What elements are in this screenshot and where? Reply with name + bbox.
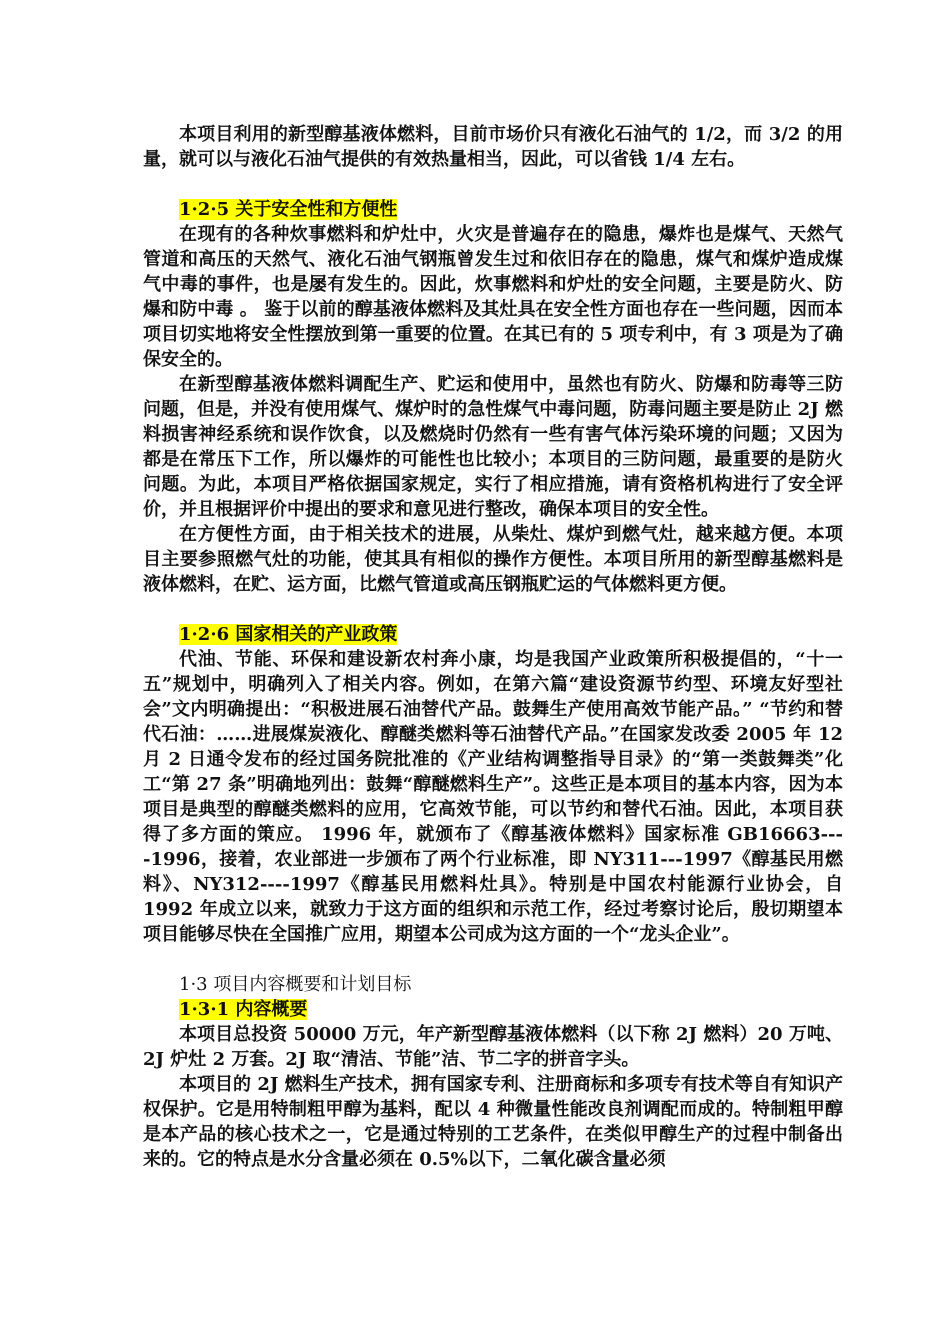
- paragraph-three-protections: 在新型醇基液体燃料调配生产、贮运和使用中，虽然也有防火、防爆和防毒等三防问题，但是，并没有使用煤气、煤炉时的急性煤气中毒问题，防毒问题主要是防止 2J 燃料损害神经系统和误作饮食，以及燃烧时仍然有一些有害气体污染环境的问题；又因为都是在常压下工作，所以爆炸的可能性也比较小；本项目的三防问题，最重要的是防火问题。为此，本项目严格依据国家规定，实行了相应措施，请有资格机构进行了安全评价，并且根据评价中提出的要求和意见进行整改，确保本项目的安全性。: [143, 374, 843, 520]
- paragraph-safety: 在现有的各种炊事燃料和炉灶中，火灾是普遍存在的隐患，爆炸也是煤气、天然气管道和高压的天然气、液化石油气钢瓶曾发生过和依旧存在的隐患，煤气和煤炉造成煤气中毒的事件，也是屡有发生的。因此，炊事燃料和炉灶的安全问题，主要是防火、防爆和防中毒 。 鉴于以前的醇基液体燃料及其灶具在安全性方面也存在一些问题，因而本项目切实地将安全性摆放到第一重要的位置。在其已有的 5 项专利中，有 3 项是为了确保安全的。: [143, 224, 843, 370]
- section-heading-1-3: 1·3 项目内容概要和计划目标: [179, 974, 412, 995]
- paragraph-cost-saving: 本项目利用的新型醇基液体燃料，目前市场价只有液化石油气的 1/2，而 3/2 的用量，就可以与液化石油气提供的有效热量相当，因此，可以省钱 1/4 左右。: [143, 124, 843, 170]
- section-heading-1-3-1: [143, 997, 843, 1022]
- heading-text: 1·2·5 关于安全性和方便性: [179, 199, 398, 220]
- paragraph-technology: 本项目的 2J 燃料生产技术，拥有国家专利、注册商标和多项专有技术等自有知识产权保护。它是用特制粗甲醇为基料，配以 4 种微量性能改良剂调配而成的。特制粗甲醇是本产品的核心技术之一，它是通过特别的工艺条件，在类似甲醇生产的过程中制备出来的。它的特点是水分含量必须在 0.5%以下，二氧化碳含量必须: [143, 1074, 843, 1170]
- document-page: [143, 122, 843, 1172]
- spacer: [143, 597, 843, 622]
- paragraph-convenience: 在方便性方面，由于相关技术的进展，从柴灶、煤炉到燃气灶，越来越方便。本项目主要参照燃气灶的功能，使其具有相似的操作方便性。本项目所用的新型醇基燃料是液体燃料，在贮、运方面，比燃气管道或高压钢瓶贮运的气体燃料更方便。: [143, 524, 843, 595]
- spacer: [143, 172, 843, 197]
- heading-text: 1·2·6 国家相关的产业政策: [179, 624, 398, 645]
- spacer: [143, 947, 843, 972]
- section-heading-1-2-5: [143, 197, 843, 222]
- paragraph-investment: 本项目总投资 50000 万元，年产新型醇基液体燃料（以下称 2J 燃料）20 万吨、2J 炉灶 2 万套。2J 取“清洁、节能”洁、节二字的拼音字头。: [143, 1024, 843, 1070]
- section-heading-1-2-6: [143, 622, 843, 647]
- heading-text: 1·3·1 内容概要: [179, 999, 308, 1020]
- paragraph-industrial-policy: 代油、节能、环保和建设新农村奔小康，均是我国产业政策所积极提倡的，“十一五”规划中，明确列入了相关内容。例如，在第六篇“建设资源节约型、环境友好型社会”文内明确提出：“积极进展石油替代产品。鼓舞生产使用高效节能产品。” “节约和替代石油：……进展煤炭液化、醇醚类燃料等石油替代产品。”在国家发改委 2005 年 12 月 2 日通令发布的经过国务院批准的《产业结构调整指导目录》的“第一类鼓舞类”化工“第 27 条”明确地列出：鼓舞“醇醚燃料生产”。这些正是本项目的基本内容，因为本项目是典型的醇醚类燃料的应用，它高效节能，可以节约和替代石油。因此，本项目获得了多方面的策应。 1996 年，就颁布了《醇基液体燃料》国家标准 GB16663----1996，接着，农业部进一步颁布了两个行业标准，即 NY311---1997《醇基民用燃料》、NY312----1997《醇基民用燃料灶具》。特别是中国农村能源行业协会，自 1992 年成立以来，就致力于这方面的组织和示范工作，经过考察讨论后，殷切期望本项目能够尽快在全国推广应用，期望本公司成为这方面的一个“龙头企业”。: [143, 649, 844, 945]
